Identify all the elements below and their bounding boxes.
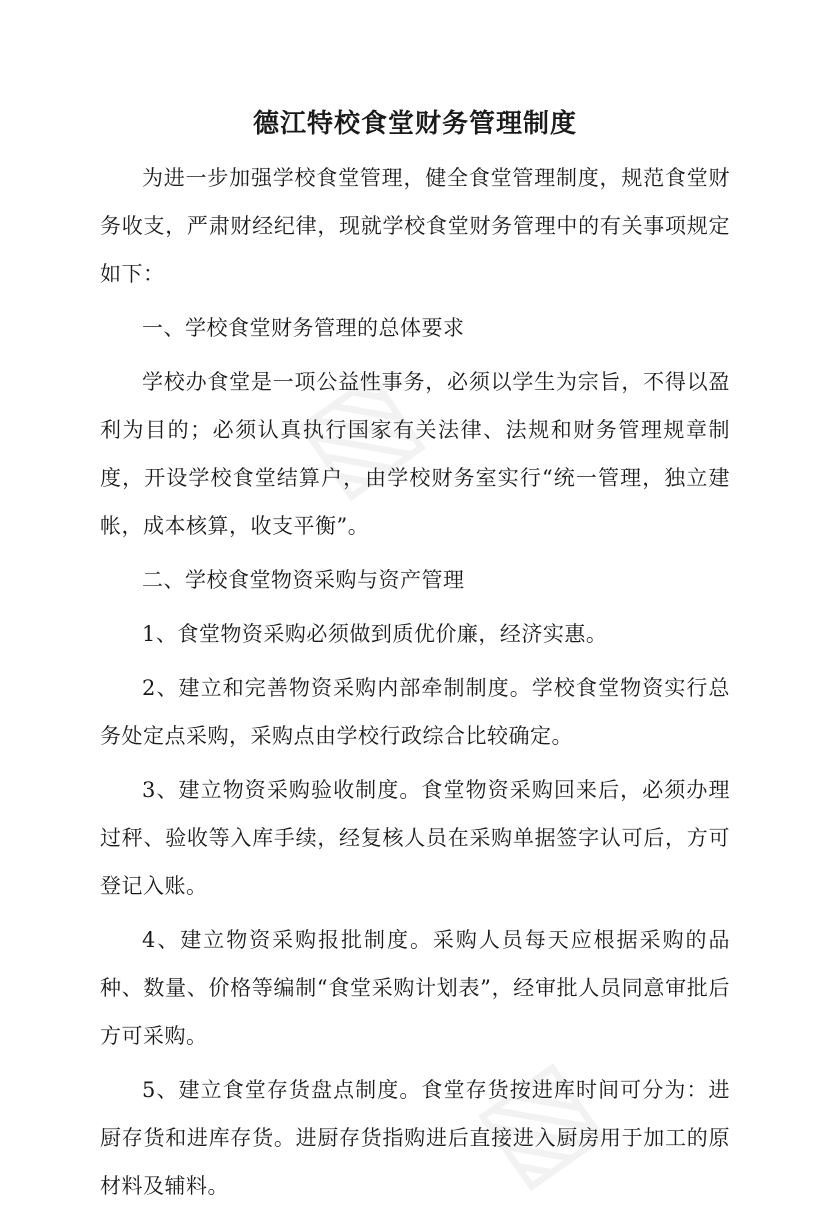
- list-item: 1、食堂物资采购必须做到质优价廉，经济实惠。: [142, 622, 608, 646]
- list-item: 4、建立物资采购报批制度。采购人员每天应根据采购的品种、数量、价格等编制“食堂采购计划表”，经审批人员同意审批后方可采购。: [100, 928, 730, 1048]
- intro-paragraph: 为进一步加强学校食堂管理，健全食堂管理制度，规范食堂财务收支，严肃财经纪律，现就学校食堂财务管理中的有关事项规定如下：: [100, 166, 730, 286]
- section-2-heading: 二、学校食堂物资采购与资产管理: [142, 568, 465, 592]
- document-title: 德江特校食堂财务管理制度: [252, 109, 577, 139]
- section-1-heading: 一、学校食堂财务管理的总体要求: [142, 316, 465, 340]
- watermark: ▧: [270, 340, 444, 519]
- list-item: 3、建立物资采购验收制度。食堂物资采购回来后，必须办理过秤、验收等入库手续，经复核人员在采购单据签字认可后，方可登记入账。: [100, 778, 730, 898]
- list-item: 5、建立食堂存货盘点制度。食堂存货按进库时间可分为：进厨存货和进库存货。进厨存货指购进后直接进入厨房用于加工的原材料及辅料。: [100, 1078, 730, 1198]
- watermark: ▧: [450, 1030, 624, 1209]
- list-item: 2、建立和完善物资采购内部牵制制度。学校食堂物资实行总务处定点采购，采购点由学校行政综合比较确定。: [100, 676, 730, 748]
- section-1-body: 学校办食堂是一项公益性事务，必须以学生为宗旨，不得以盈利为目的；必须认真执行国家有关法律、法规和财务管理规章制度，开设学校食堂结算户，由学校财务室实行“统一管理，独立建帐，成本核算，收支平衡”。: [100, 370, 730, 538]
